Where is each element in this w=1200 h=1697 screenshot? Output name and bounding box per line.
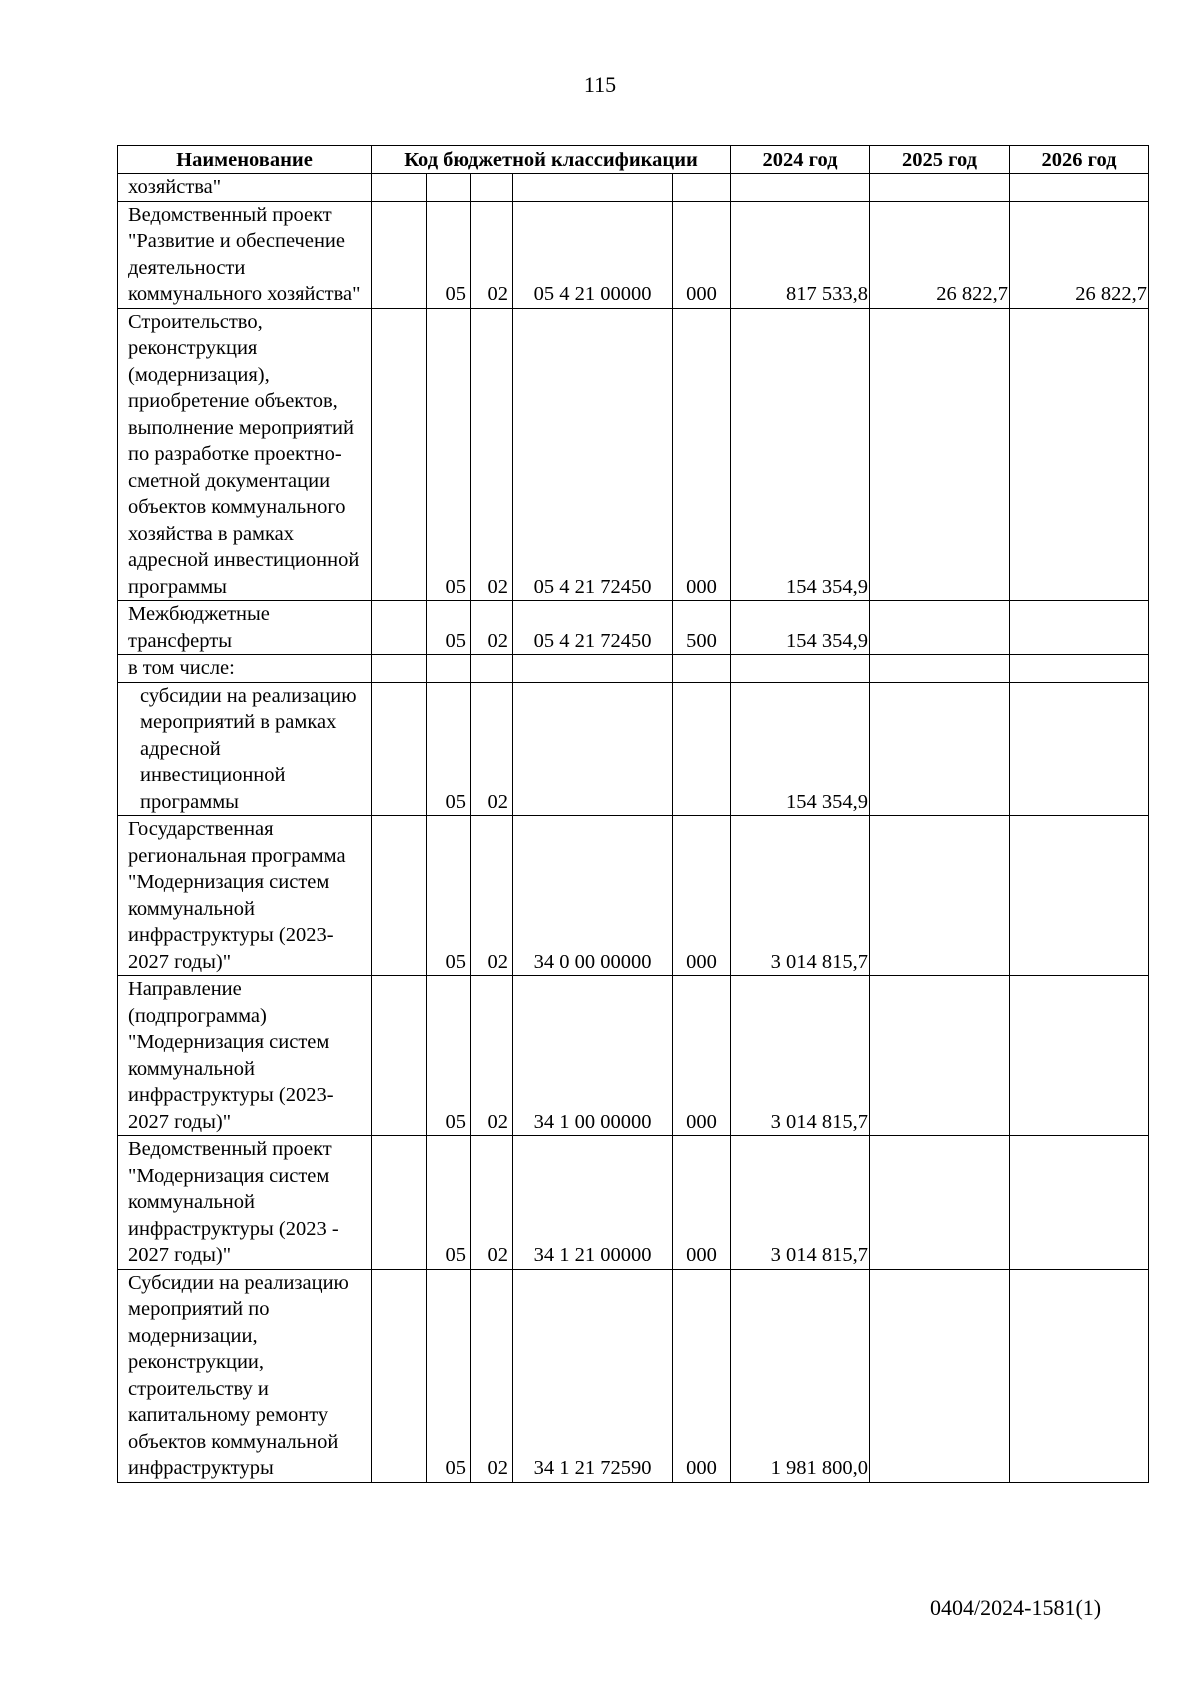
cell-code-expense-type [673,682,731,816]
cell-2026 [1010,976,1149,1136]
cell-2025 [870,308,1010,601]
cell-2024: 154 354,9 [731,682,870,816]
cell-code-target [513,682,673,816]
cell-code-target: 05 4 21 00000 [513,201,673,308]
cell-code-admin [372,601,427,655]
header-code: Код бюджетной классификации [372,146,731,174]
cell-code-target: 34 1 21 72590 [513,1269,673,1482]
table-row [118,655,1149,683]
cell-2024: 817 533,8 [731,201,870,308]
cell-name: субсидии на реализацию мероприятий в рамках адресной инвестиционной программы [118,682,372,816]
cell-name: Направление (подпрограмма) "Модернизация систем коммунальной инфраструктуры (2023-2027 годы)" [118,976,372,1136]
cell-code-subsection: 02 [471,601,513,655]
cell-code-admin [372,816,427,976]
cell-2026 [1010,601,1149,655]
cell-name: Ведомственный проект "Развитие и обеспечение деятельности коммунального хозяйства" [118,201,372,308]
cell-code-subsection: 02 [471,308,513,601]
cell-2024: 1 981 800,0 [731,1269,870,1482]
cell-code-admin [372,308,427,601]
cell-name: Строительство, реконструкция (модернизация), приобретение объектов, выполнение мероприятий по разработке проектно-сметной документации объектов коммунального хозяйства в рамках адресной инвестиционной программы [118,308,372,601]
cell-code-expense-type: 000 [673,976,731,1136]
cell-code-admin [372,655,427,683]
cell-code-admin [372,201,427,308]
cell-code-target [513,174,673,202]
cell-code-section: 05 [427,308,471,601]
cell-code-subsection: 02 [471,201,513,308]
cell-2026: 26 822,7 [1010,201,1149,308]
cell-2025: 26 822,7 [870,201,1010,308]
cell-code-subsection: 02 [471,976,513,1136]
header-2024: 2024 год [731,146,870,174]
cell-2024: 3 014 815,7 [731,816,870,976]
cell-code-expense-type: 000 [673,1269,731,1482]
cell-code-target: 34 0 00 00000 [513,816,673,976]
cell-code-admin [372,976,427,1136]
cell-code-expense-type [673,174,731,202]
cell-code-target: 05 4 21 72450 [513,601,673,655]
cell-code-target: 34 1 21 00000 [513,1136,673,1270]
table-row [118,601,1149,655]
cell-code-section: 05 [427,816,471,976]
cell-code-section [427,655,471,683]
cell-code-section: 05 [427,201,471,308]
cell-code-target [513,655,673,683]
cell-2025 [870,1269,1010,1482]
cell-code-expense-type: 000 [673,201,731,308]
cell-2026 [1010,174,1149,202]
cell-2024 [731,174,870,202]
cell-2026 [1010,1269,1149,1482]
cell-2026 [1010,308,1149,601]
table-header-row [118,146,1149,174]
document-id: 0404/2024-1581(1) [930,1595,1102,1620]
cell-code-admin [372,682,427,816]
table-row [118,201,1149,308]
cell-2024: 154 354,9 [731,308,870,601]
cell-2025 [870,1136,1010,1270]
cell-code-expense-type: 000 [673,1136,731,1270]
cell-code-expense-type: 000 [673,816,731,976]
cell-name: Субсидии на реализацию мероприятий по модернизации, реконструкции, строительству и капитальному ремонту объектов коммунальной инфраструктуры [118,1269,372,1482]
budget-table [117,145,1149,1483]
page-number: 115 [583,72,617,97]
cell-code-section: 05 [427,682,471,816]
table-row [118,1136,1149,1270]
cell-code-subsection: 02 [471,1136,513,1270]
cell-2024: 3 014 815,7 [731,1136,870,1270]
cell-code-subsection: 02 [471,816,513,976]
table-row [118,682,1149,816]
cell-code-section [427,174,471,202]
cell-code-section: 05 [427,976,471,1136]
cell-name: Государственная региональная программа "Модернизация систем коммунальной инфраструктуры (2023-2027 годы)" [118,816,372,976]
cell-code-expense-type: 000 [673,308,731,601]
cell-2026 [1010,655,1149,683]
cell-2025 [870,601,1010,655]
header-2025: 2025 год [870,146,1010,174]
cell-code-section: 05 [427,1136,471,1270]
cell-code-admin [372,174,427,202]
table-row [118,308,1149,601]
cell-2024: 3 014 815,7 [731,976,870,1136]
cell-2025 [870,174,1010,202]
header-name: Наименование [118,146,372,174]
cell-2026 [1010,682,1149,816]
cell-2024: 154 354,9 [731,601,870,655]
cell-2025 [870,976,1010,1136]
table-row [118,816,1149,976]
cell-2025 [870,682,1010,816]
cell-code-section: 05 [427,1269,471,1482]
cell-code-target: 34 1 00 00000 [513,976,673,1136]
cell-2025 [870,816,1010,976]
header-2026: 2026 год [1010,146,1149,174]
table-row [118,976,1149,1136]
table-row [118,1269,1149,1482]
cell-code-expense-type: 500 [673,601,731,655]
cell-code-subsection [471,174,513,202]
cell-code-admin [372,1136,427,1270]
cell-code-expense-type [673,655,731,683]
cell-code-admin [372,1269,427,1482]
cell-2026 [1010,1136,1149,1270]
table-body [118,174,1149,1483]
table-row [118,174,1149,202]
cell-code-target: 05 4 21 72450 [513,308,673,601]
cell-name: Межбюджетные трансферты [118,601,372,655]
cell-name: хозяйства" [118,174,372,202]
cell-code-section: 05 [427,601,471,655]
cell-2025 [870,655,1010,683]
cell-name: Ведомственный проект "Модернизация систем коммунальной инфраструктуры (2023 - 2027 годы)" [118,1136,372,1270]
cell-code-subsection: 02 [471,1269,513,1482]
cell-code-subsection [471,655,513,683]
cell-2024 [731,655,870,683]
cell-2026 [1010,816,1149,976]
cell-name: в том числе: [118,655,372,683]
cell-code-subsection: 02 [471,682,513,816]
